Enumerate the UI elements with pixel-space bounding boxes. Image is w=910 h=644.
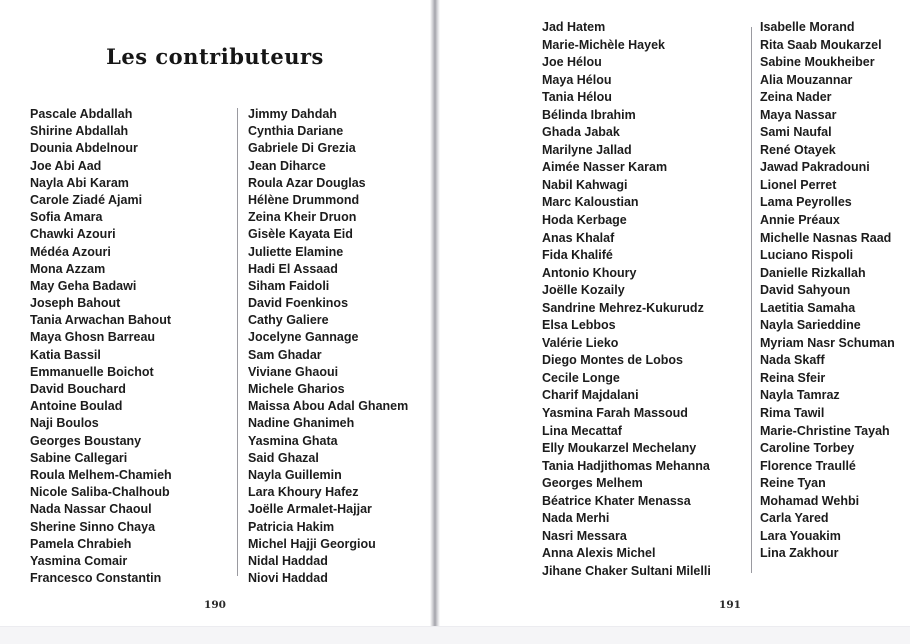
contributor-name: Lionel Perret <box>760 177 837 192</box>
contributor-name: Cynthia Dariane <box>248 124 344 139</box>
contributor-name: Maissa Abou Adal Ghanem <box>248 399 409 414</box>
contributor-name: Fida Khalifé <box>542 248 613 263</box>
right-page-contributors-column-1 <box>542 19 711 581</box>
contributor-name: Cecile Longe <box>542 370 620 385</box>
contributor-name: Mohamad Wehbi <box>760 493 860 508</box>
contributor-name: Rima Tawil <box>760 406 825 421</box>
contributor-name: Béatrice Khater Menassa <box>542 493 691 508</box>
contributor-name: Pamela Chrabieh <box>30 536 132 551</box>
contributor-name: Joe Abi Aad <box>30 158 102 173</box>
contributor-name: Rita Saab Moukarzel <box>760 37 882 52</box>
contributor-name: Florence Traullé <box>760 458 856 473</box>
left-page-number: 190 <box>204 599 226 611</box>
contributor-name: Nasri Messara <box>542 528 627 543</box>
contributor-name: Aimée Nasser Karam <box>542 160 668 175</box>
contributor-name: Tania Hadjithomas Mehanna <box>542 458 710 473</box>
contributor-name: Tania Arwachan Bahout <box>30 313 171 328</box>
contributor-name: Gisèle Kayata Eid <box>248 227 353 242</box>
left-page-column-divider <box>237 108 238 576</box>
contributor-name: Isabelle Morand <box>760 20 855 34</box>
contributor-name: Elsa Lebbos <box>542 318 616 333</box>
contributor-name: Viviane Ghaoui <box>248 364 339 379</box>
contributor-name: Hélène Drummond <box>248 192 360 207</box>
contributor-name: Nayla Tamraz <box>760 388 840 403</box>
contributor-name: Valérie Lieko <box>542 335 619 350</box>
page-title: Les contributeurs <box>106 44 324 69</box>
contributor-name: Nabil Kahwagi <box>542 177 628 192</box>
contributor-name: Marie-Christine Tayah <box>760 423 890 438</box>
contributor-name: Marie-Michèle Hayek <box>542 37 665 52</box>
contributor-name: Naji Boulos <box>30 416 99 431</box>
contributor-name: Dounia Abdelnour <box>30 141 138 156</box>
contributor-name: Georges Melhem <box>542 476 643 491</box>
contributor-name: Lara Khoury Hafez <box>248 485 359 500</box>
contributor-name: Shirine Abdallah <box>30 124 129 139</box>
contributor-name: Yasmina Ghata <box>248 433 338 448</box>
contributor-name: Nayla Abi Karam <box>30 175 129 190</box>
contributor-name: Chawki Azouri <box>30 227 116 242</box>
contributor-name: Maya Nassar <box>760 107 837 122</box>
contributor-name: David Sahyoun <box>760 283 851 298</box>
contributor-name: Hoda Kerbage <box>542 213 627 228</box>
contributor-name: Ghada Jabak <box>542 125 620 140</box>
contributor-name: Diego Montes de Lobos <box>542 353 683 368</box>
contributor-name: Hadi El Assaad <box>248 261 338 276</box>
contributor-name: Siham Faidoli <box>248 278 330 293</box>
contributor-name: Myriam Nasr Schuman <box>760 335 895 350</box>
contributor-name: Nada Merhi <box>542 511 610 526</box>
contributor-name: Cathy Galiere <box>248 313 329 328</box>
book-gutter-shadow <box>430 0 440 626</box>
contributor-name: Joëlle Kozaily <box>542 283 625 298</box>
contributor-name: Joseph Bahout <box>30 296 121 311</box>
contributor-name: Sami Naufal <box>760 125 832 140</box>
right-page-contributors-column-2 <box>760 19 895 563</box>
contributor-name: Maya Ghosn Barreau <box>30 330 156 345</box>
contributor-name: Jad Hatem <box>542 20 606 34</box>
contributor-name: Sherine Sinno Chaya <box>30 519 156 534</box>
contributor-name: Gabriele Di Grezia <box>248 141 356 156</box>
contributor-name: Carole Ziadé Ajami <box>30 192 143 207</box>
contributor-name: Francesco Constantin <box>30 571 162 586</box>
contributor-name: Said Ghazal <box>248 450 319 465</box>
contributor-name: Charif Majdalani <box>542 388 639 403</box>
contributor-name: Nidal Haddad <box>248 553 328 568</box>
contributor-name: Maya Hélou <box>542 72 612 87</box>
viewer-bottom-bar <box>0 626 910 644</box>
right-page-number: 191 <box>719 599 741 611</box>
contributor-name: Nada Nassar Chaoul <box>30 502 152 517</box>
contributor-name: Yasmina Comair <box>30 553 128 568</box>
contributor-name: Nicole Saliba-Chalhoub <box>30 485 170 500</box>
contributor-name: Jihane Chaker Sultani Milelli <box>542 563 711 578</box>
contributor-name: Joëlle Armalet-Hajjar <box>248 502 372 517</box>
contributor-name: Nayla Sarieddine <box>760 318 861 333</box>
contributor-name: Elly Moukarzel Mechelany <box>542 441 697 456</box>
contributor-name: Sandrine Mehrez-Kukurudz <box>542 300 704 315</box>
contributor-name: Michele Gharios <box>248 382 345 396</box>
contributor-name: Lina Zakhour <box>760 546 839 561</box>
contributor-name: Zeina Kheir Druon <box>248 210 357 225</box>
left-page-contributors-column-2 <box>248 106 408 587</box>
contributor-name: Mona Azzam <box>30 261 106 276</box>
contributor-name: David Foenkinos <box>248 296 349 311</box>
contributor-name: Antoine Boulad <box>30 399 123 414</box>
contributor-name: Tania Hélou <box>542 90 612 105</box>
contributor-name: Jean Diharce <box>248 158 326 173</box>
contributor-name: Lara Youakim <box>760 528 841 543</box>
contributor-name: Jocelyne Gannage <box>248 330 359 345</box>
contributor-name: Juliette Elamine <box>248 244 344 259</box>
contributor-name: Jimmy Dahdah <box>248 107 337 121</box>
contributor-name: Michelle Nasnas Raad <box>760 230 892 245</box>
contributor-name: Lama Peyrolles <box>760 195 852 210</box>
contributor-name: Patricia Hakim <box>248 519 335 534</box>
right-page-column-divider <box>751 27 752 573</box>
contributor-name: Sofia Amara <box>30 210 103 225</box>
contributor-name: Zeina Nader <box>760 90 832 105</box>
contributor-name: Georges Boustany <box>30 433 142 448</box>
contributor-name: Emmanuelle Boichot <box>30 364 154 379</box>
contributor-name: Nayla Guillemin <box>248 467 342 482</box>
contributor-name: Nadine Ghanimeh <box>248 416 355 431</box>
contributor-name: Marc Kaloustian <box>542 195 639 210</box>
contributor-name: René Otayek <box>760 142 836 157</box>
contributor-name: David Bouchard <box>30 382 126 396</box>
contributor-name: Michel Hajji Georgiou <box>248 536 376 551</box>
contributor-name: Sabine Moukheiber <box>760 55 875 70</box>
contributor-name: Pascale Abdallah <box>30 107 133 121</box>
contributor-name: Annie Préaux <box>760 213 840 228</box>
contributor-name: Antonio Khoury <box>542 265 637 280</box>
contributor-name: Marilyne Jallad <box>542 142 632 157</box>
contributor-name: Yasmina Farah Massoud <box>542 406 688 421</box>
contributor-name: Luciano Rispoli <box>760 248 854 263</box>
contributor-name: Laetitia Samaha <box>760 300 856 315</box>
contributor-name: Niovi Haddad <box>248 571 328 586</box>
left-page-contributors-column-1 <box>30 106 172 587</box>
contributor-name: Katia Bassil <box>30 347 101 362</box>
contributor-name: Médéa Azouri <box>30 244 111 259</box>
contributor-name: Danielle Rizkallah <box>760 265 866 280</box>
contributor-name: Reina Sfeir <box>760 370 826 385</box>
contributor-name: May Geha Badawi <box>30 278 137 293</box>
contributor-name: Sam Ghadar <box>248 347 322 362</box>
contributor-name: Roula Melhem-Chamieh <box>30 467 172 482</box>
contributor-name: Joe Hélou <box>542 55 602 70</box>
contributor-name: Caroline Torbey <box>760 441 855 456</box>
contributor-name: Bélinda Ibrahim <box>542 107 636 122</box>
contributor-name: Reine Tyan <box>760 476 826 491</box>
contributor-name: Alia Mouzannar <box>760 72 853 87</box>
contributor-name: Sabine Callegari <box>30 450 128 465</box>
contributor-name: Lina Mecattaf <box>542 423 622 438</box>
contributor-name: Carla Yared <box>760 511 829 526</box>
contributor-name: Roula Azar Douglas <box>248 175 366 190</box>
contributor-name: Anas Khalaf <box>542 230 615 245</box>
contributor-name: Nada Skaff <box>760 353 825 368</box>
contributor-name: Jawad Pakradouni <box>760 160 870 175</box>
contributor-name: Anna Alexis Michel <box>542 546 656 561</box>
